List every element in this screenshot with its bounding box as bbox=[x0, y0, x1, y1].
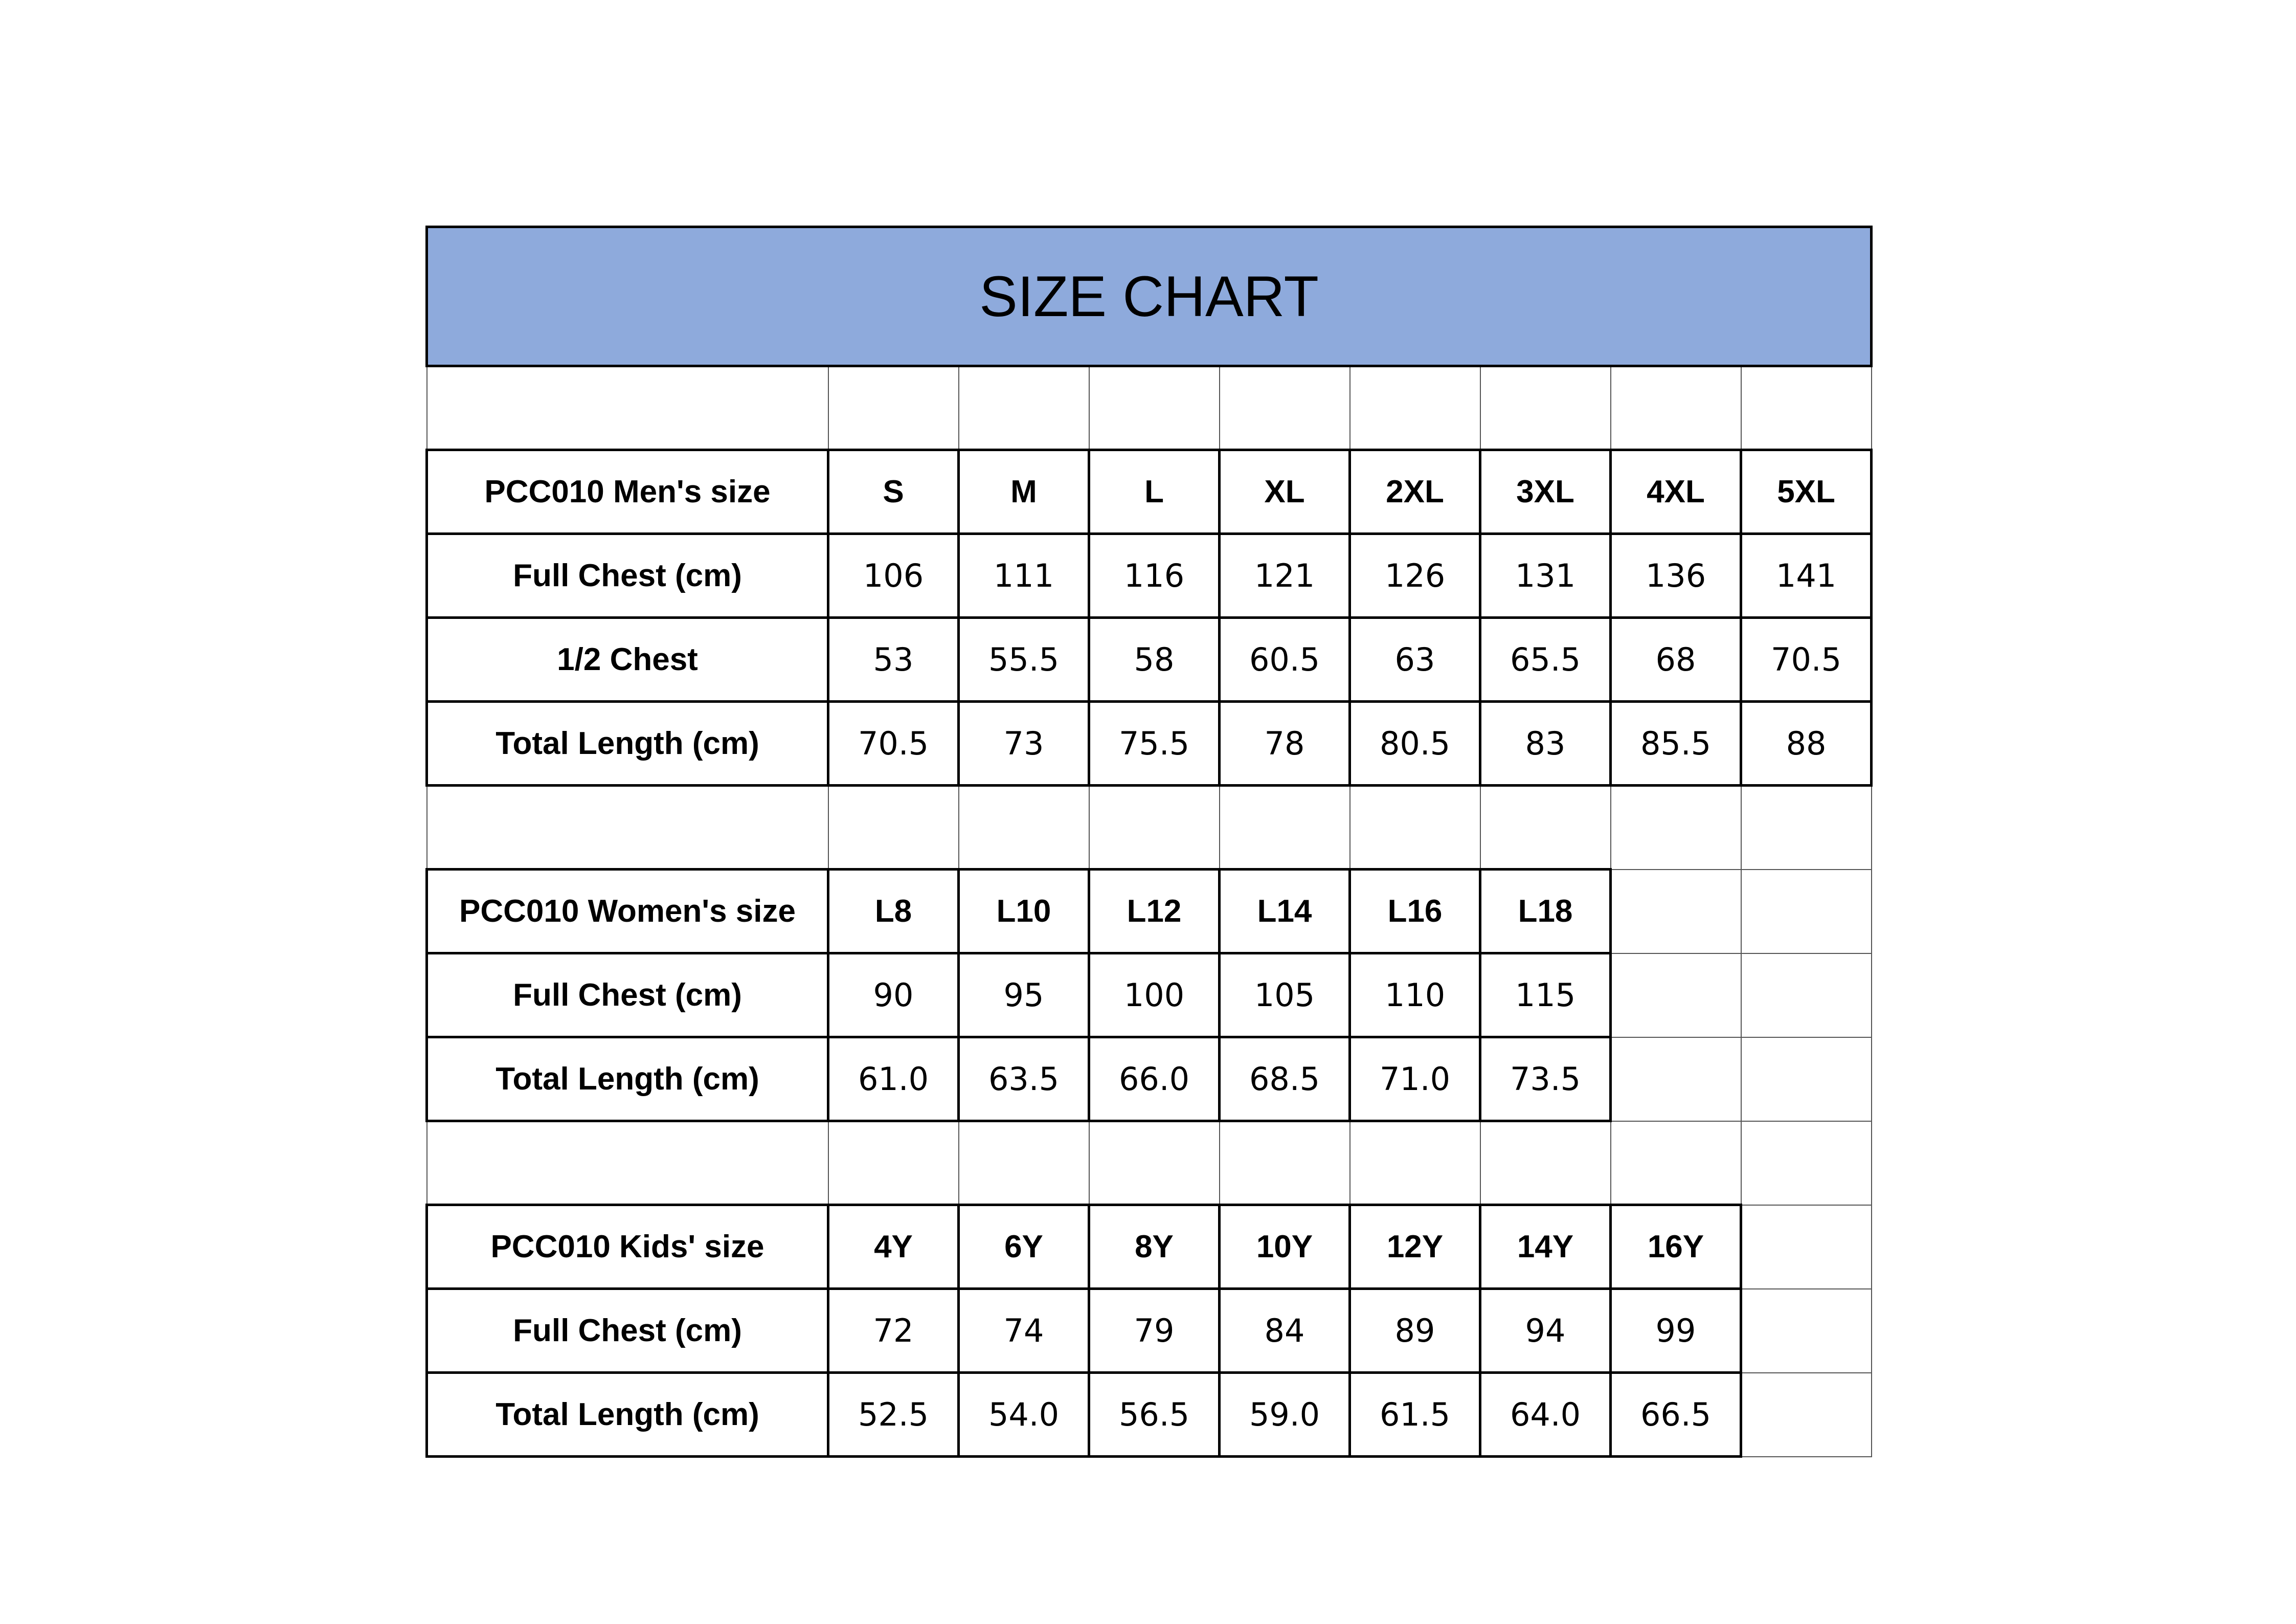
measure-value: 66.0 bbox=[1089, 1037, 1220, 1121]
empty-cell bbox=[828, 786, 959, 870]
empty-cell bbox=[1741, 1205, 1872, 1289]
measure-label: Full Chest (cm) bbox=[427, 953, 828, 1037]
empty-cell bbox=[1480, 1121, 1611, 1205]
measure-value: 110 bbox=[1350, 953, 1480, 1037]
measure-value: 70.5 bbox=[1741, 618, 1872, 702]
measure-value: 126 bbox=[1350, 534, 1480, 618]
spacer-row bbox=[427, 786, 1872, 870]
empty-cell bbox=[1741, 1121, 1872, 1205]
measure-label: Total Length (cm) bbox=[427, 702, 828, 786]
empty-cell bbox=[959, 366, 1089, 450]
measure-value: 53 bbox=[828, 618, 959, 702]
empty-cell bbox=[828, 1121, 959, 1205]
spacer-row bbox=[427, 1121, 1872, 1205]
empty-cell bbox=[1220, 366, 1350, 450]
kids-measure-row bbox=[427, 1373, 1872, 1457]
men-size-label: 4XL bbox=[1611, 450, 1741, 534]
empty-cell bbox=[1741, 1373, 1872, 1457]
measure-value: 141 bbox=[1741, 534, 1872, 618]
measure-value: 80.5 bbox=[1350, 702, 1480, 786]
measure-value: 60.5 bbox=[1220, 618, 1350, 702]
measure-value: 105 bbox=[1220, 953, 1350, 1037]
measure-value: 75.5 bbox=[1089, 702, 1220, 786]
measure-value: 89 bbox=[1350, 1289, 1480, 1373]
empty-cell bbox=[1220, 1121, 1350, 1205]
measure-label: Full Chest (cm) bbox=[427, 534, 828, 618]
empty-cell bbox=[1350, 366, 1480, 450]
women-size-label: L14 bbox=[1220, 870, 1350, 953]
measure-value: 100 bbox=[1089, 953, 1220, 1037]
empty-cell bbox=[1741, 953, 1872, 1037]
empty-cell bbox=[1611, 366, 1741, 450]
measure-value: 61.5 bbox=[1350, 1373, 1480, 1457]
measure-value: 90 bbox=[828, 953, 959, 1037]
men-size-label: M bbox=[959, 450, 1089, 534]
measure-value: 55.5 bbox=[959, 618, 1089, 702]
women-size-label: L16 bbox=[1350, 870, 1480, 953]
measure-value: 56.5 bbox=[1089, 1373, 1220, 1457]
measure-value: 64.0 bbox=[1480, 1373, 1611, 1457]
empty-cell bbox=[959, 1121, 1089, 1205]
kids-measure-row bbox=[427, 1289, 1872, 1373]
measure-value: 131 bbox=[1480, 534, 1611, 618]
men-size-label: XL bbox=[1220, 450, 1350, 534]
measure-label: Total Length (cm) bbox=[427, 1037, 828, 1121]
measure-value: 79 bbox=[1089, 1289, 1220, 1373]
empty-cell bbox=[1611, 786, 1741, 870]
empty-cell bbox=[1741, 786, 1872, 870]
men-measure-row bbox=[427, 702, 1872, 786]
empty-cell bbox=[1611, 870, 1741, 953]
women-measure-row bbox=[427, 953, 1872, 1037]
measure-value: 52.5 bbox=[828, 1373, 959, 1457]
measure-value: 66.5 bbox=[1611, 1373, 1741, 1457]
empty-cell bbox=[1611, 1037, 1741, 1121]
kids-size-label: 6Y bbox=[959, 1205, 1089, 1289]
empty-cell bbox=[1611, 953, 1741, 1037]
men-size-label: 3XL bbox=[1480, 450, 1611, 534]
empty-cell bbox=[1741, 1289, 1872, 1373]
measure-value: 94 bbox=[1480, 1289, 1611, 1373]
measure-value: 136 bbox=[1611, 534, 1741, 618]
measure-label: 1/2 Chest bbox=[427, 618, 828, 702]
measure-value: 63.5 bbox=[959, 1037, 1089, 1121]
measure-value: 99 bbox=[1611, 1289, 1741, 1373]
empty-cell bbox=[427, 1121, 828, 1205]
measure-value: 115 bbox=[1480, 953, 1611, 1037]
women-size-label: L12 bbox=[1089, 870, 1220, 953]
measure-value: 78 bbox=[1220, 702, 1350, 786]
kids-size-label: 10Y bbox=[1220, 1205, 1350, 1289]
chart-title: SIZE CHART bbox=[427, 227, 1872, 366]
measure-value: 54.0 bbox=[959, 1373, 1089, 1457]
measure-value: 68.5 bbox=[1220, 1037, 1350, 1121]
measure-value: 85.5 bbox=[1611, 702, 1741, 786]
empty-cell bbox=[959, 786, 1089, 870]
women-section-title: PCC010 Women's size bbox=[427, 870, 828, 953]
measure-value: 72 bbox=[828, 1289, 959, 1373]
empty-cell bbox=[1741, 366, 1872, 450]
men-measure-row bbox=[427, 618, 1872, 702]
size-chart-table bbox=[425, 226, 1873, 1458]
empty-cell bbox=[1741, 1037, 1872, 1121]
measure-value: 74 bbox=[959, 1289, 1089, 1373]
men-size-label: 5XL bbox=[1741, 450, 1872, 534]
men-size-label: S bbox=[828, 450, 959, 534]
measure-value: 59.0 bbox=[1220, 1373, 1350, 1457]
women-size-header-row bbox=[427, 870, 1872, 953]
empty-cell bbox=[828, 366, 959, 450]
measure-value: 121 bbox=[1220, 534, 1350, 618]
spacer-row bbox=[427, 366, 1872, 450]
measure-value: 58 bbox=[1089, 618, 1220, 702]
empty-cell bbox=[1741, 870, 1872, 953]
men-size-label: 2XL bbox=[1350, 450, 1480, 534]
measure-value: 73 bbox=[959, 702, 1089, 786]
measure-value: 83 bbox=[1480, 702, 1611, 786]
empty-cell bbox=[427, 366, 828, 450]
measure-value: 71.0 bbox=[1350, 1037, 1480, 1121]
kids-section-title: PCC010 Kids' size bbox=[427, 1205, 828, 1289]
empty-cell bbox=[1220, 786, 1350, 870]
empty-cell bbox=[1089, 1121, 1220, 1205]
measure-label: Total Length (cm) bbox=[427, 1373, 828, 1457]
kids-size-label: 12Y bbox=[1350, 1205, 1480, 1289]
measure-value: 70.5 bbox=[828, 702, 959, 786]
kids-size-label: 16Y bbox=[1611, 1205, 1741, 1289]
women-size-label: L18 bbox=[1480, 870, 1611, 953]
measure-value: 116 bbox=[1089, 534, 1220, 618]
measure-value: 65.5 bbox=[1480, 618, 1611, 702]
title-row bbox=[427, 227, 1872, 366]
empty-cell bbox=[1480, 786, 1611, 870]
kids-size-label: 4Y bbox=[828, 1205, 959, 1289]
empty-cell bbox=[1480, 366, 1611, 450]
measure-value: 68 bbox=[1611, 618, 1741, 702]
kids-size-header-row bbox=[427, 1205, 1872, 1289]
measure-value: 111 bbox=[959, 534, 1089, 618]
kids-size-label: 8Y bbox=[1089, 1205, 1220, 1289]
empty-cell bbox=[1350, 786, 1480, 870]
measure-label: Full Chest (cm) bbox=[427, 1289, 828, 1373]
women-size-label: L8 bbox=[828, 870, 959, 953]
measure-value: 84 bbox=[1220, 1289, 1350, 1373]
measure-value: 61.0 bbox=[828, 1037, 959, 1121]
measure-value: 106 bbox=[828, 534, 959, 618]
men-size-header-row bbox=[427, 450, 1872, 534]
kids-size-label: 14Y bbox=[1480, 1205, 1611, 1289]
women-size-label: L10 bbox=[959, 870, 1089, 953]
empty-cell bbox=[427, 786, 828, 870]
men-measure-row bbox=[427, 534, 1872, 618]
measure-value: 88 bbox=[1741, 702, 1872, 786]
empty-cell bbox=[1089, 366, 1220, 450]
women-measure-row bbox=[427, 1037, 1872, 1121]
empty-cell bbox=[1089, 786, 1220, 870]
men-section-title: PCC010 Men's size bbox=[427, 450, 828, 534]
measure-value: 73.5 bbox=[1480, 1037, 1611, 1121]
empty-cell bbox=[1611, 1121, 1741, 1205]
men-size-label: L bbox=[1089, 450, 1220, 534]
measure-value: 63 bbox=[1350, 618, 1480, 702]
measure-value: 95 bbox=[959, 953, 1089, 1037]
empty-cell bbox=[1350, 1121, 1480, 1205]
